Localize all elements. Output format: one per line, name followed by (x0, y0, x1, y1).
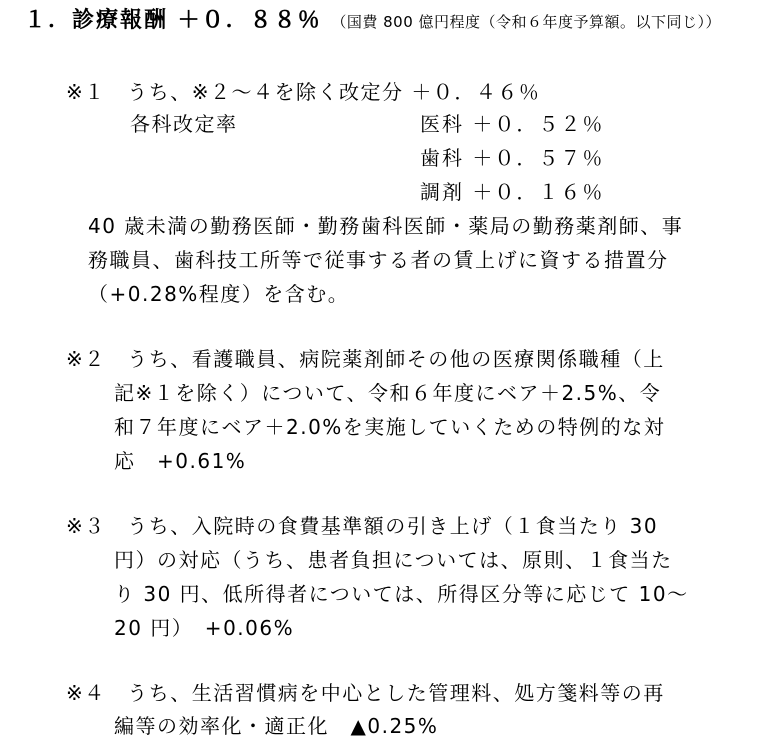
section-heading-note: （国費 800 億円程度（令和６年度予算額。以下同じ）） (331, 13, 722, 31)
note1-rate-dental: 歯科 ＋０．５７％ (420, 146, 605, 170)
note1-body-line-2: 務職員、歯科技工所等で従事する者の賃上げに資する措置分 (88, 248, 669, 272)
note3-line-1: ※３ うち、入院時の食費基準額の引き上げ（１食当たり 30 (66, 514, 659, 538)
note3-line-2: 円）の対応（うち、患者負担については、原則、１食当た (114, 548, 673, 572)
note1-rate-medical: 医科 ＋０．５２％ (420, 112, 605, 136)
note4-line-1: ※４ うち、生活習慣病を中心とした管理料、処方箋料等の再 (66, 681, 665, 705)
note2-line-4: 応 +0.61% (114, 449, 247, 473)
note1-body-line-1: 40 歳未満の勤務医師・勤務歯科医師・薬局の勤務薬剤師、事 (88, 214, 684, 238)
section-title: １．診療報酬 ＋０．８８％ (24, 8, 322, 33)
note2-line-3: 和７年度にベア＋2.0%を実施していくための特例的な対 (114, 415, 666, 439)
section-heading (24, 8, 721, 35)
note3-line-3: り 30 円、低所得者については、所得区分等に応じて 10～ (114, 582, 689, 606)
note4-line-2: 編等の効率化・適正化 ▲0.25% (114, 714, 439, 738)
note2-line-2: 記※１を除く）について、令和６年度にベア＋2.5%、令 (114, 381, 662, 405)
note1-body-line-3: （+0.28%程度）を含む。 (88, 282, 350, 306)
note1-rates-label: 各科改定率 (130, 112, 238, 136)
note3-line-4: 20 円） +0.06% (114, 616, 295, 640)
note1-intro: ※１ うち、※２～４を除く改定分 ＋０．４６％ (66, 80, 541, 104)
note1-rate-pharmacy: 調剤 ＋０．１６％ (420, 180, 605, 204)
note2-line-1: ※２ うち、看護職員、病院薬剤師その他の医療関係職種（上 (66, 347, 665, 371)
